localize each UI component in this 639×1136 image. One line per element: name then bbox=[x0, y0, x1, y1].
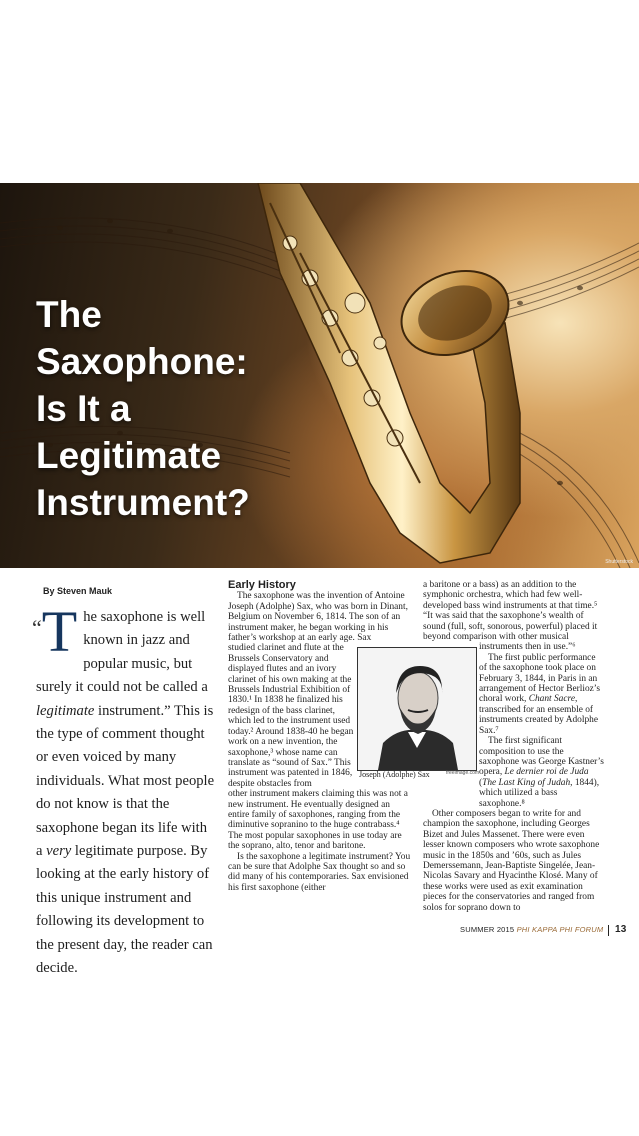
lead-paragraph bbox=[32, 599, 216, 981]
byline: By Steven Mauk bbox=[43, 586, 113, 596]
col2-paragraph-2: Is the saxophone a legitimate instrument? You can be sure that Adolphe Sax thought so and so did many of his contemporaries. Sax envisioned his first saxophone (either bbox=[228, 851, 411, 893]
page-number: 13 bbox=[614, 924, 627, 935]
lead-text-c: legitimate purpose. By looking at the early history of this unique instrument and following its development to the present day, the reader can decide. bbox=[36, 843, 213, 977]
col2-paragraph-1-end: other instrument makers claiming this was not a new instrument. He eventually designed an entire family of saxophones, ranging from the diminutive sopranino to the huge contrabass.⁴ The most popular saxophones in use today are the soprano, alto, tenor and baritone. bbox=[228, 789, 408, 852]
intro-column bbox=[32, 586, 216, 981]
col3-p3-end: , 1844), which utilized a bass saxophone.⁸ bbox=[479, 777, 600, 809]
col2-paragraph-1: The saxophone was the invention of Antoine Joseph (Adolphe) Sax, who was born in Dinant, Belgium on November 6, 1814. The son of an instrument maker, he began working in his father’s workshop at an early age. Sax bbox=[228, 591, 408, 644]
title-line-5: Instrument? bbox=[36, 482, 250, 523]
article-title bbox=[36, 291, 336, 526]
col3-p3-italic2: The Last King of Judah bbox=[482, 777, 571, 788]
lead-text-b: instrument.” This is the type of comment thought or even voiced by many individuals. What most people do not know is that the saxophone began its life with a bbox=[36, 702, 215, 860]
open-quote: “ bbox=[32, 615, 42, 640]
title-line-3: Is It a bbox=[36, 388, 131, 429]
section-heading: Early History bbox=[228, 579, 296, 591]
col2-wrapped-text: studied clarinet and flute at the Brussels Conservatory and displayed flutes and an ivory clarinet of his own making at the Brussels Industrial Exhibition of 1830.¹ In 1838 he finalized his redesign of the bass clarinet, which led to the instrument used today.² Around 1838-40 he began work on a new invention, the saxophone,³ whose name can translate as “sound of Sax.” This instrument was patented in 1846, despite obstacles from bbox=[228, 643, 354, 789]
portrait-source: freeimage.com bbox=[446, 770, 480, 776]
lead-text-a: he saxophone is well known in jazz and popular music, but surely it could not be called a bbox=[36, 609, 208, 696]
title-line-1: The bbox=[36, 294, 102, 335]
footer-divider bbox=[608, 925, 609, 936]
issue-label: SUMMER 2015 bbox=[460, 925, 515, 934]
lead-italic-b: very bbox=[46, 843, 72, 860]
page-footer bbox=[460, 924, 626, 936]
photo-credit: Shutterstock bbox=[605, 559, 633, 565]
hero-image bbox=[0, 183, 639, 568]
col3-paragraph-3 bbox=[479, 736, 605, 809]
col3-paragraph-2 bbox=[479, 653, 605, 736]
col3-p3-text: The first significant composition to use the saxophone was George Kastner’s opera, bbox=[479, 736, 604, 778]
title-line-4: Legitimate bbox=[36, 435, 222, 476]
col3-p2-text: The first public performance of the saxophone took place on February 3, 1844, in Paris in an arrangement of Hector Berlioz’s choral work, bbox=[479, 652, 601, 705]
col3-p2-italic: Chant Sacre bbox=[528, 694, 575, 705]
title-line-2: Saxophone: bbox=[36, 341, 248, 382]
col3-p3-italic: Le dernier roi de Juda bbox=[504, 767, 589, 778]
col3-p3-mid: ( bbox=[479, 777, 483, 788]
col3-paragraph-1-wrap: instruments then in use.”⁶ bbox=[479, 642, 576, 653]
col3-paragraph-1: a baritone or a bass) as an addition to the symphonic orchestra, which had few well-developed bass wind instruments at that time.⁵ “It was said that the saxophone’s wealth of sound (full, soft, sonorous, powerful) placed it beyond comparison with other musical bbox=[423, 580, 598, 643]
portrait-caption: Joseph (Adolphe) Sax bbox=[359, 770, 430, 779]
body-column-3 bbox=[423, 580, 605, 913]
col3-paragraph-4: Other composers began to write for and champion the saxophone, including Georges Bizet and Jules Massenet. There were even lesser known composers who wrote saxophone music in the 1850s and ’60s, such as Jules Demerssemann, Jean-Baptiste Singelée, Jean-Nicolas Savary and Hyacinthe Klosé. Many of these works were used as exit examination pieces for the conservatories and ranged from solos for soprano down to bbox=[423, 808, 600, 913]
magazine-name: PHI KAPPA PHI FORUM bbox=[516, 925, 604, 934]
col3-p2-end: , transcribed for an ensemble of instruments created by Adolphe Sax.⁷ bbox=[479, 694, 598, 736]
lead-italic-a: legitimate bbox=[36, 702, 95, 719]
drop-cap-letter: T bbox=[41, 599, 78, 664]
drop-cap bbox=[32, 599, 83, 664]
